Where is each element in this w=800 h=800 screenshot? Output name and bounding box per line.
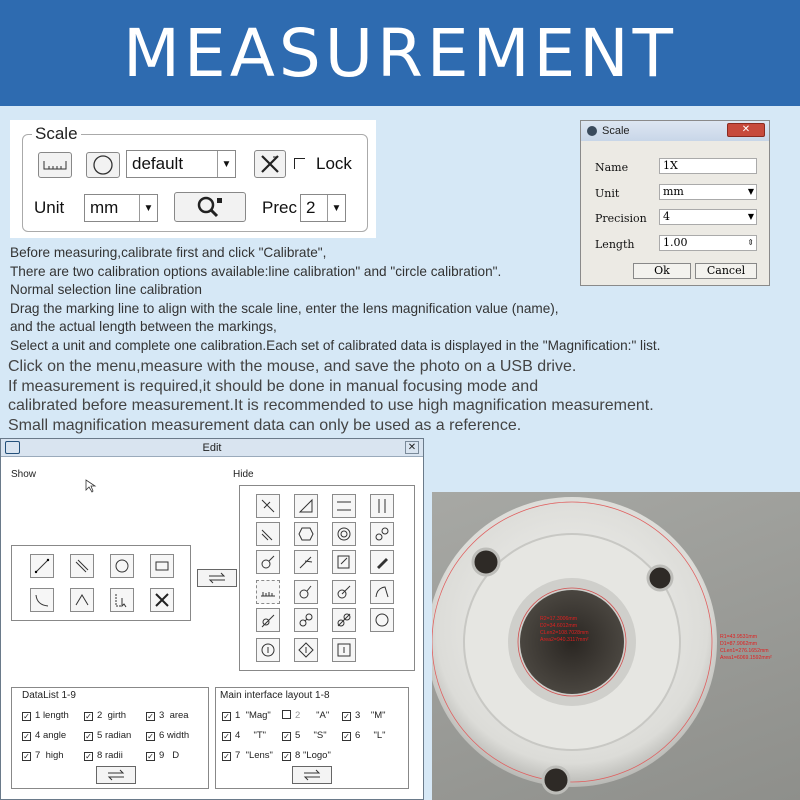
arc-line-icon — [373, 583, 391, 601]
datalist-item[interactable]: ✓ 2 girth — [85, 710, 127, 721]
diagonal-distance-icon — [259, 525, 277, 543]
cross-tool-icon — [259, 153, 281, 175]
unit-select[interactable] — [84, 194, 158, 222]
outer-circle-readout — [720, 634, 772, 662]
chevron-down-icon[interactable]: ▼ — [747, 187, 754, 196]
image-edit-icon — [335, 553, 353, 571]
checkbox[interactable]: ✓ — [147, 732, 154, 741]
two-circle-distance-icon — [373, 525, 391, 543]
three-point-circle-icon — [373, 611, 391, 629]
datalist-item[interactable]: ✓ 1 length — [23, 710, 69, 721]
tool-rectangle[interactable] — [150, 554, 174, 578]
tool-hspacing[interactable] — [332, 494, 356, 518]
close-button[interactable]: ✕ — [405, 441, 419, 454]
tool-radius[interactable] — [332, 580, 356, 604]
dialog-titlebar — [581, 121, 769, 141]
hide-label: Hide — [233, 469, 254, 480]
app-icon — [587, 126, 597, 136]
tool-arc[interactable] — [30, 588, 54, 612]
tool-delete[interactable] — [150, 588, 174, 612]
hide-tools-group — [239, 485, 415, 671]
tool-line[interactable] — [30, 554, 54, 578]
spinner-icon[interactable]: ⇕ — [747, 238, 754, 247]
number-circle-icon — [259, 641, 277, 659]
layout-item[interactable]: ✓ 4 "T" — [223, 730, 267, 741]
tool-concentric[interactable] — [332, 522, 356, 546]
datalist-item[interactable]: ✓ 9 D — [147, 750, 180, 761]
instruction-line: Normal selection line calibration — [10, 282, 202, 298]
ruler-icon — [42, 158, 68, 172]
banner-title: MEASUREMENT — [123, 14, 677, 92]
precision-label: Precision — [595, 212, 647, 225]
circle-to-circle-icon — [297, 611, 315, 629]
tool-circle-line[interactable] — [256, 608, 280, 632]
swap-arrows-icon — [105, 769, 127, 781]
tool-arc-line[interactable] — [370, 580, 394, 604]
checkbox[interactable]: ✓ — [23, 732, 30, 741]
perpendicular-icon — [259, 497, 277, 515]
unit-value: mm — [663, 185, 684, 198]
precision-select[interactable] — [300, 194, 346, 222]
tool-scale-ruler[interactable] — [256, 580, 280, 604]
tool-center-distance[interactable] — [332, 608, 356, 632]
tool-point-line[interactable] — [294, 550, 318, 574]
datalist-item[interactable]: ✓ 5 radian — [85, 730, 132, 741]
precision-label: Prec — [262, 198, 297, 217]
layout-item[interactable]: ✓ 5 "S" — [283, 730, 327, 741]
swap-arrows-icon — [301, 769, 323, 781]
delete-scale-button[interactable] — [254, 150, 286, 178]
precision-select[interactable] — [659, 209, 757, 225]
arc-icon — [33, 591, 51, 609]
number-diamond-icon — [297, 641, 315, 659]
datalist-item[interactable]: ✓ 8 radii — [85, 750, 123, 761]
line-calibrate-button[interactable] — [38, 152, 72, 178]
show-tools-group — [11, 545, 191, 621]
tool-number-circle[interactable] — [256, 638, 280, 662]
scale-ruler-icon — [259, 583, 277, 601]
checkbox[interactable]: ✓ — [223, 712, 230, 721]
readout-line: Area1=6069.1592mm² — [720, 655, 772, 661]
readout-line: D1=87.9062mm — [720, 641, 758, 647]
point-line-icon — [297, 553, 315, 571]
vertical-spacing-icon — [373, 497, 391, 515]
datalist-group — [11, 687, 209, 789]
hexagon-icon — [297, 525, 315, 543]
swap-show-hide-button[interactable] — [197, 569, 237, 587]
instruction-line: Drag the marking line to align with the scale line, enter the lens magnification value (name), — [10, 300, 559, 316]
number-square-icon — [335, 641, 353, 659]
tool-polycircle[interactable] — [370, 608, 394, 632]
layout-title: Main interface layout 1-8 — [220, 690, 330, 701]
layout-item[interactable]: ✓ 7 "Lens" — [223, 750, 273, 761]
circle-line-icon — [259, 611, 277, 629]
instruction-line: Select a unit and complete one calibration.Each set of calibrated data is displayed in the "Magnification:" list. — [10, 337, 661, 353]
angle-icon — [73, 591, 91, 609]
tool-perpendicular[interactable] — [256, 494, 280, 518]
datalist-item[interactable]: ✓ 6 width — [147, 730, 190, 741]
readout-line: D2=34.6012mm — [540, 623, 578, 629]
precision-value: 4 — [663, 210, 670, 223]
scale-preset-select[interactable] — [126, 150, 236, 178]
length-label: Length — [595, 238, 635, 251]
lock-checkbox[interactable] — [294, 156, 305, 174]
calibrate-button[interactable] — [174, 192, 246, 222]
tool-angle[interactable] — [70, 588, 94, 612]
edit-titlebar — [1, 439, 423, 457]
horizontal-spacing-icon — [335, 497, 353, 515]
magnifier-icon — [195, 195, 225, 219]
checkbox[interactable]: ✓ — [85, 712, 92, 721]
app-icon — [5, 441, 20, 454]
tool-circle[interactable] — [110, 554, 134, 578]
close-button[interactable]: ✕ — [727, 123, 765, 137]
scale-group-label: Scale — [32, 124, 81, 144]
readout-line: R1=43.9531mm — [720, 634, 758, 640]
datalist-title: DataList 1-9 — [22, 690, 76, 701]
tool-circle-circle[interactable] — [294, 608, 318, 632]
instruction-line: There are two calibration options available:line calibration" and "circle calibration". — [10, 263, 502, 279]
instruction-line: Before measuring,calibrate first and click "Calibrate", — [10, 245, 327, 260]
triangle-angle-icon — [297, 497, 315, 515]
point-circle-icon — [259, 553, 277, 571]
tool-number-square[interactable] — [332, 638, 356, 662]
checkbox[interactable] — [282, 710, 291, 719]
scale-toolbar — [10, 120, 376, 238]
checkbox[interactable]: ✓ — [23, 752, 30, 761]
checkbox[interactable]: ✓ — [223, 752, 230, 761]
note-line: If measurement is required,it should be done in manual focusing mode and — [8, 377, 539, 395]
mouse-cursor-icon — [85, 479, 97, 493]
tool-hexagon[interactable] — [294, 522, 318, 546]
edit-window — [0, 438, 424, 800]
tool-triangle[interactable] — [294, 494, 318, 518]
checkbox[interactable]: ✓ — [85, 752, 92, 761]
unit-select[interactable] — [659, 184, 757, 200]
tool-diag[interactable] — [256, 522, 280, 546]
tool-number-diamond[interactable] — [294, 638, 318, 662]
rectangle-icon — [153, 557, 171, 575]
name-value: 1X — [663, 159, 678, 172]
datalist-apply-button[interactable] — [96, 766, 136, 784]
chevron-down-icon[interactable]: ▼ — [139, 195, 157, 221]
cancel-button[interactable]: Cancel — [695, 263, 757, 279]
circle-icon — [92, 154, 114, 176]
checkbox[interactable]: ✓ — [343, 712, 350, 721]
datalist-item[interactable]: ✓ 4 angle — [23, 730, 67, 741]
readout-line: CLen2=108.7028mm — [540, 630, 589, 636]
layout-item[interactable]: 2 "A" — [282, 710, 329, 721]
checkbox[interactable]: ✓ — [147, 752, 154, 761]
unit-label: Unit — [595, 187, 620, 200]
inner-circle-readout — [540, 616, 589, 644]
note-line: calibrated before measurement.It is recommended to use high magnification measurement. — [8, 397, 654, 414]
checkbox[interactable]: ✓ — [23, 712, 30, 721]
edit-title: Edit — [202, 442, 222, 454]
delete-cross-icon — [153, 591, 171, 609]
swap-arrows-icon — [206, 572, 228, 584]
instruction-line: and the actual length between the markings, — [10, 319, 277, 335]
length-value: 1.00 — [663, 236, 688, 249]
circle-icon — [113, 557, 131, 575]
checkbox[interactable]: ✓ — [283, 752, 290, 761]
checkbox[interactable]: ✓ — [147, 712, 154, 721]
parallel-lines-icon — [73, 557, 91, 575]
chevron-down-icon[interactable]: ▼ — [747, 212, 754, 221]
arc-point-icon — [297, 583, 315, 601]
name-field[interactable] — [659, 158, 757, 174]
readout-line: CLen1=276.1652mm — [720, 648, 769, 654]
layout-item[interactable]: ✓ 1 "Mag" — [223, 710, 271, 721]
checkbox[interactable]: ✓ — [85, 732, 92, 741]
unit-value: mm — [90, 198, 119, 217]
tool-image[interactable] — [332, 550, 356, 574]
note-line: Click on the menu,measure with the mouse, and save the photo on a USB drive. — [8, 358, 577, 375]
tool-point-circle[interactable] — [256, 550, 280, 574]
tool-arc-point[interactable] — [294, 580, 318, 604]
chevron-down-icon[interactable]: ▼ — [217, 151, 235, 177]
readout-line: R2=17.3006mm — [540, 616, 578, 622]
checkbox[interactable]: ✓ — [343, 732, 350, 741]
layout-item[interactable]: ✓ 8 "Logo" — [283, 750, 331, 761]
title-banner — [0, 0, 800, 106]
chevron-down-icon[interactable]: ▼ — [327, 195, 345, 221]
line-icon — [33, 557, 51, 575]
radius-icon — [335, 583, 353, 601]
checkbox[interactable]: ✓ — [223, 732, 230, 741]
tool-parallel[interactable] — [70, 554, 94, 578]
calibration-instructions — [10, 244, 750, 356]
datalist-item[interactable]: ✓ 3 area — [147, 710, 189, 721]
ok-button[interactable]: Ok — [633, 263, 691, 279]
measurement-photo — [432, 492, 800, 800]
show-label: Show — [11, 469, 37, 480]
concentric-circle-icon — [335, 525, 353, 543]
precision-value: 2 — [306, 198, 316, 217]
layout-item[interactable]: ✓ 6 "L" — [343, 730, 386, 741]
layout-group — [215, 687, 409, 789]
tool-pen[interactable] — [370, 550, 394, 574]
select-pointer-icon — [113, 591, 131, 609]
circle-calibrate-button[interactable] — [86, 152, 120, 178]
name-label: Name — [595, 161, 629, 174]
readout-line: Area2=940.3117mm² — [540, 637, 589, 643]
dialog-title: Scale — [602, 125, 630, 137]
scale-preset-value: default — [132, 154, 184, 173]
measurement-notes — [8, 357, 768, 435]
center-distance-icon — [335, 611, 353, 629]
pen-icon — [373, 553, 391, 571]
tool-vspacing[interactable] — [370, 494, 394, 518]
layout-item[interactable]: ✓ 3 "M" — [343, 710, 386, 721]
datalist-item[interactable]: ✓ 7 high — [23, 750, 64, 761]
tool-select[interactable] — [110, 588, 134, 612]
checkbox[interactable]: ✓ — [283, 732, 290, 741]
unit-label: Unit — [34, 198, 65, 217]
lock-label: Lock — [316, 154, 352, 173]
note-line: Small magnification measurement data can only be used as a reference. — [8, 416, 522, 434]
tool-two-circle[interactable] — [370, 522, 394, 546]
layout-apply-button[interactable] — [292, 766, 332, 784]
